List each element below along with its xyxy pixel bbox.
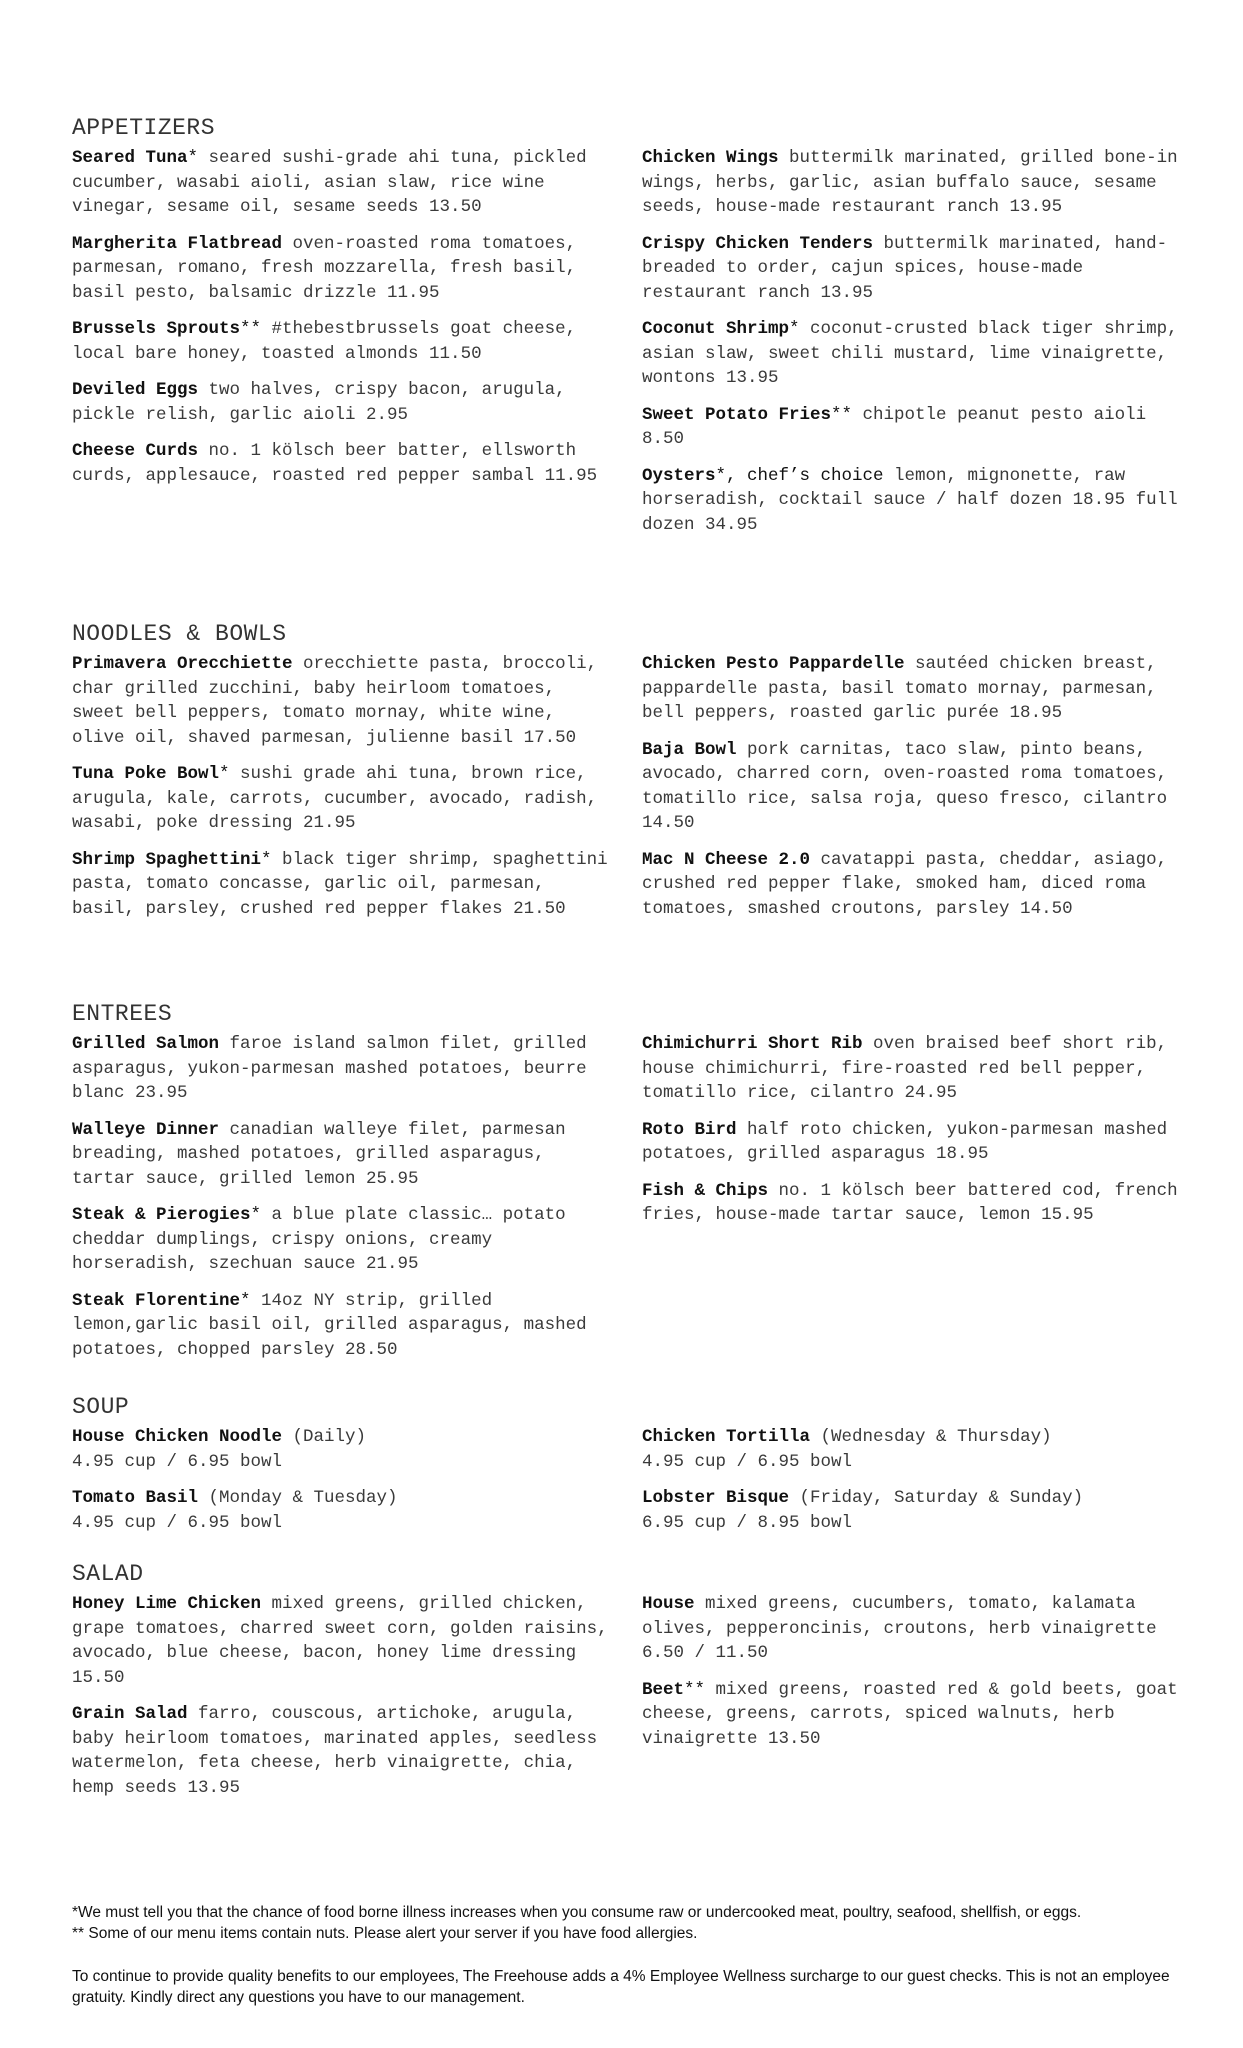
menu-item-name: Deviled Eggs	[72, 380, 199, 400]
menu-item-description: no. 1 kölsch beer battered cod, french fries, house-made tartar sauce, lemon 15.95	[642, 1180, 1178, 1225]
menu-item-marker: *, chef’s choice	[715, 465, 884, 486]
menu-item	[642, 1118, 1182, 1167]
menu-item-description: orecchiette pasta, broccoli, char grilled zucchini, baby heirloom tomatoes, sweet bell peppers, tomato mornay, white wine, olive oil, shaved parmesan, julienne basil 17.50	[72, 654, 598, 748]
section-title: ENTREES	[72, 1001, 173, 1027]
menu-item-description: (Friday, Saturday & Sunday) 6.95 cup / 8.95 bowl	[642, 1488, 1084, 1533]
menu-item	[642, 1592, 1182, 1666]
menu-item-name: Beet	[642, 1679, 685, 1700]
menu-item-marker: *	[261, 849, 272, 870]
menu-item-description: mixed greens, grilled chicken, grape tomatoes, charred sweet corn, golden raisins, avocado, blue cheese, bacon, honey lime dressing 15.50	[72, 1594, 608, 1688]
menu-item-description: coconut-crusted black tiger shrimp, asian slaw, sweet chili mustard, lime vinaigrette, wontons 13.95	[642, 319, 1178, 388]
menu-item-description: pork carnitas, taco slaw, pinto beans, avocado, charred corn, oven-roasted roma tomatoes, tomatillo rice, salsa roja, queso fresco, cilantro 14.50	[642, 739, 1168, 833]
menu-item-marker: *	[219, 764, 230, 784]
menu-item-description: seared sushi-grade ahi tuna, pickled cucumber, wasabi aioli, asian slaw, rice wine vinegar, sesame oil, sesame seeds 13.50	[72, 148, 587, 217]
menu-item	[642, 232, 1182, 306]
menu-item	[642, 317, 1182, 391]
menu-item-name: Lobster Bisque	[642, 1488, 790, 1508]
menu-item-marker: **	[831, 404, 853, 425]
menu-item-name: Margherita Flatbread	[72, 233, 283, 254]
menu-item	[72, 1289, 612, 1363]
appetizers-section	[72, 114, 1182, 549]
menu-item	[642, 738, 1182, 836]
menu-item	[72, 439, 612, 488]
menu-item-name: Grilled Salmon	[72, 1034, 220, 1054]
menu-item	[72, 1486, 612, 1535]
menu-item-name: Shrimp Spaghettini	[72, 849, 262, 870]
entrees-section	[72, 1000, 1182, 1374]
salad-section	[72, 1560, 1182, 1812]
menu-item-description: farro, couscous, artichoke, arugula, baby heirloom tomatoes, marinated apples, seedless watermelon, feta cheese, herb vinaigrette, chia, hemp seeds 13.95	[72, 1704, 598, 1798]
noodles-right-column	[642, 652, 1182, 933]
menu-item-description: canadian walleye filet, parmesan breading, mashed potatoes, grilled asparagus, tartar sauce, grilled lemon 25.95	[72, 1119, 566, 1189]
menu-item	[642, 848, 1182, 922]
menu-item-description: sautéed chicken breast, pappardelle pasta, basil tomato mornay, parmesan, bell peppers, roasted garlic purée 18.95	[642, 654, 1157, 723]
menu-item	[72, 1118, 612, 1192]
menu-item-name: Coconut Shrimp	[642, 319, 790, 339]
appetizers-left-column	[72, 146, 612, 549]
menu-item-description: sushi grade ahi tuna, brown rice, arugula, kale, carrots, cucumber, avocado, radish, wasabi, poke dressing 21.95	[72, 764, 598, 833]
menu-item	[72, 378, 612, 427]
menu-item-name: Fish & Chips	[642, 1180, 769, 1201]
menu-item-name: Steak & Pierogies	[72, 1205, 251, 1225]
menu-item	[642, 403, 1182, 452]
section-title: SOUP	[72, 1394, 130, 1420]
soup-right-column	[642, 1425, 1182, 1547]
menu-item-name: Tuna Poke Bowl	[72, 764, 220, 784]
menu-item	[642, 1678, 1182, 1752]
menu-item-description: chipotle peanut pesto aioli 8.50	[642, 404, 1147, 449]
noodles-left-column	[72, 652, 612, 933]
menu-item-description: (Monday & Tuesday) 4.95 cup / 6.95 bowl	[72, 1488, 398, 1533]
menu-item	[72, 652, 612, 750]
menu-item-description: two halves, crispy bacon, arugula, pickle relish, garlic aioli 2.95	[72, 380, 566, 425]
menu-item-marker: *	[250, 1205, 262, 1225]
menu-item-name: Chicken Wings	[642, 148, 779, 168]
menu-item-description: mixed greens, cucumbers, tomato, kalamata olives, pepperoncinis, croutons, herb vinaigrette 6.50 / 11.50	[642, 1594, 1157, 1663]
menu-item	[72, 1425, 612, 1474]
menu-item-marker: **	[684, 1679, 706, 1700]
menu-item-description: (Wednesday & Thursday) 4.95 cup / 6.95 bowl	[642, 1427, 1052, 1472]
menu-item	[642, 1486, 1182, 1535]
menu-item-name: Mac N Cheese 2.0	[642, 849, 811, 870]
entrees-left-column	[72, 1032, 612, 1374]
menu-item	[72, 232, 612, 306]
menu-item-name: Crispy Chicken Tenders	[642, 233, 874, 254]
menu-item	[642, 146, 1182, 220]
footer-notes	[72, 1902, 1182, 2008]
menu-item-marker: *	[789, 319, 800, 339]
menu-item	[642, 464, 1182, 538]
menu-item	[642, 1425, 1182, 1474]
menu-item-name: Primavera Orecchiette	[72, 654, 293, 674]
soup-section	[72, 1393, 1182, 1547]
menu-item-name: Sweet Potato Fries	[642, 404, 832, 425]
menu-item-name: Chicken Tortilla	[642, 1427, 811, 1447]
menu-item-name: Grain Salad	[72, 1704, 188, 1724]
menu-item-description: cavatappi pasta, cheddar, asiago, crushed red pepper flake, smoked ham, diced roma tomatoes, smashed croutons, parsley 14.50	[642, 849, 1168, 919]
menu-item	[72, 317, 612, 366]
menu-item	[72, 1032, 612, 1106]
nut-allergy-note: ** Some of our menu items contain nuts. Please alert your server if you have food allergies.	[72, 1925, 698, 1942]
menu-item-name: House	[642, 1594, 695, 1614]
menu-item-description: black tiger shrimp, spaghettini pasta, tomato concasse, garlic oil, parmesan, basil, parsley, crushed red pepper flakes 21.50	[72, 849, 608, 919]
menu-item-description: half roto chicken, yukon-parmesan mashed potatoes, grilled asparagus 18.95	[642, 1119, 1168, 1164]
menu-item	[642, 1179, 1182, 1228]
surcharge-note: To continue to provide quality benefits to our employees, The Freehouse adds a 4% Employee Wellness surcharge to our guest checks. This is not an employee gratuity. Kindly direct any questions you have to our management.	[72, 1968, 1170, 2006]
menu-item-description: faroe island salmon filet, grilled asparagus, yukon-parmesan mashed potatoes, beurre blanc 23.95	[72, 1034, 587, 1103]
menu-item-description: mixed greens, roasted red & gold beets, goat cheese, greens, carrots, spiced walnuts, herb vinaigrette 13.50	[642, 1679, 1178, 1749]
menu-item-name: Baja Bowl	[642, 739, 737, 760]
appetizers-right-column	[642, 114, 1182, 549]
menu-item	[72, 1203, 612, 1277]
menu-item-name: Chicken Pesto Pappardelle	[642, 654, 905, 674]
menu-item-description: a blue plate classic… potato cheddar dumplings, crispy onions, creamy horseradish, szechuan sauce 21.95	[72, 1205, 566, 1274]
noodles-section	[72, 620, 1182, 933]
soup-left-column	[72, 1425, 612, 1547]
menu-item-description: lemon, mignonette, raw horseradish, cocktail sauce / half dozen 18.95 full dozen 34.95	[642, 465, 1178, 535]
menu-item-description: buttermilk marinated, hand-breaded to order, cajun spices, house-made restaurant ranch 13.95	[642, 233, 1168, 303]
menu-item-marker: *	[240, 1290, 251, 1311]
entrees-right-column	[642, 1032, 1182, 1374]
menu-item-name: Cheese Curds	[72, 441, 199, 461]
menu-item-description: buttermilk marinated, grilled bone-in wings, herbs, garlic, asian buffalo sauce, sesame seeds, house-made restaurant ranch 13.95	[642, 148, 1178, 217]
section-title: APPETIZERS	[72, 115, 216, 141]
menu-item-name: Walleye Dinner	[72, 1119, 220, 1140]
menu-item-description: #thebestbrussels goat cheese, local bare honey, toasted almonds 11.50	[72, 319, 577, 364]
menu-item	[72, 1702, 612, 1800]
menu-item-description: (Daily) 4.95 cup / 6.95 bowl	[72, 1427, 367, 1472]
menu-item-description: no. 1 kölsch beer batter, ellsworth curds, applesauce, roasted red pepper sambal 11.95	[72, 441, 598, 486]
menu-item-name: Roto Bird	[642, 1119, 737, 1140]
menu-item-name: Seared Tuna	[72, 148, 188, 168]
menu-item	[72, 762, 612, 836]
menu-item-name: Steak Florentine	[72, 1290, 241, 1311]
menu-item	[642, 652, 1182, 726]
menu-item-marker: **	[240, 319, 262, 339]
menu-item-name: Tomato Basil	[72, 1488, 199, 1508]
salad-right-column	[642, 1592, 1182, 1812]
menu-item	[72, 848, 612, 922]
menu-item	[72, 146, 612, 220]
menu-item-name: Oysters	[642, 465, 716, 486]
menu-item-description: 14oz NY strip, grilled lemon,garlic basil oil, grilled asparagus, mashed potatoes, chopped parsley 28.50	[72, 1290, 587, 1360]
menu-item-description: oven braised beef short rib, house chimichurri, fire-roasted red bell pepper, tomatillo rice, cilantro 24.95	[642, 1034, 1168, 1103]
menu-item-marker: *	[187, 148, 199, 168]
menu-item	[642, 1032, 1182, 1106]
salad-left-column	[72, 1592, 612, 1812]
section-title: SALAD	[72, 1561, 144, 1587]
menu-item-name: Chimichurri Short Rib	[642, 1034, 863, 1054]
food-safety-note: *We must tell you that the chance of food borne illness increases when you consume raw or undercooked meat, poultry, seafood, shellfish, or eggs.	[72, 1904, 1082, 1921]
menu-item-name: House Chicken Noodle	[72, 1427, 283, 1447]
menu-item-name: Honey Lime Chicken	[72, 1594, 262, 1614]
section-title: NOODLES & BOWLS	[72, 621, 287, 647]
menu-item	[72, 1592, 612, 1690]
menu-item-description: oven-roasted roma tomatoes, parmesan, romano, fresh mozzarella, fresh basil, basil pesto, balsamic drizzle 11.95	[72, 233, 577, 303]
menu-item-name: Brussels Sprouts	[72, 319, 241, 339]
